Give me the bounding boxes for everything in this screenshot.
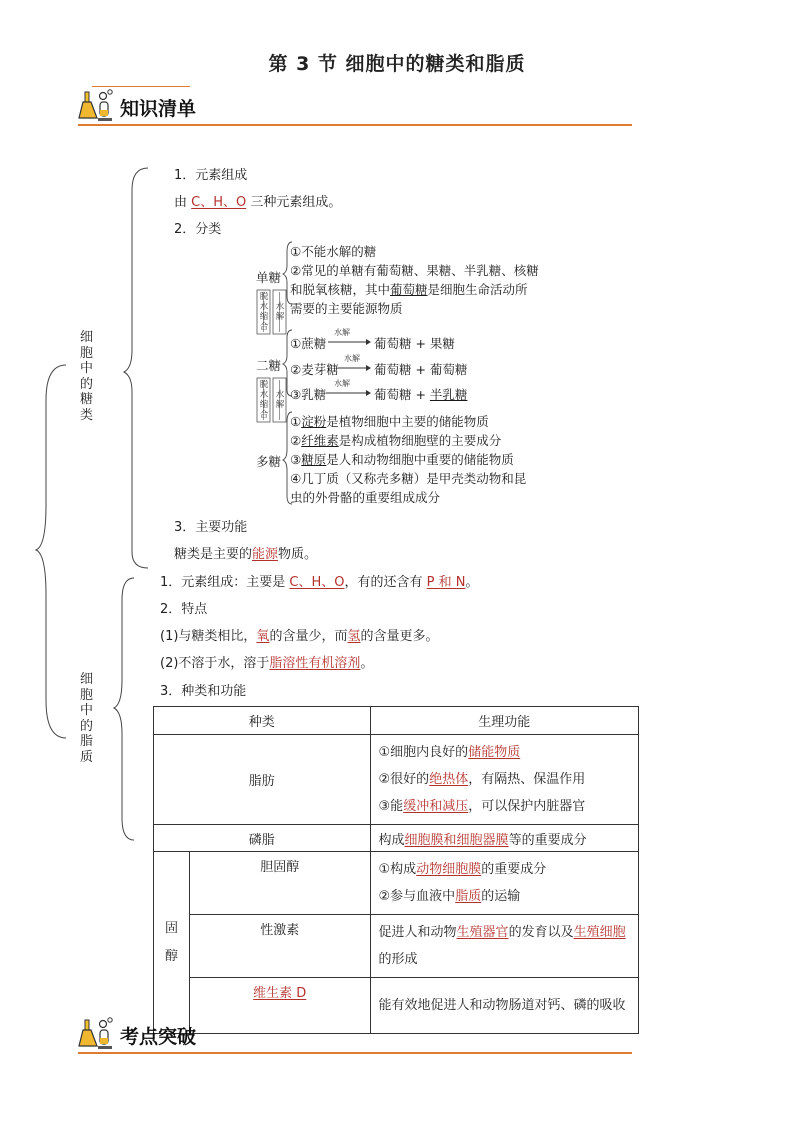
section-title-knowledge: 知识清单 (120, 98, 197, 120)
table-cell-vitamin-d-function: 能有效地促进人和动物肠道对钙、磷的吸收 (370, 978, 638, 1034)
diagram-arrow-label-2: 水解 (344, 354, 360, 363)
table-cell-cholesterol: 胆固醇 (189, 852, 370, 915)
diagram-di-label: 二糖 (256, 358, 282, 373)
diagram-di-1-right: 葡萄糖 + 果糖 (374, 336, 455, 351)
lab-flask-icon (78, 88, 120, 124)
header-top-rule (92, 86, 190, 87)
table-cell-sex-hormone-function: 促进人和动物生殖器官的发育以及生殖细胞的形成 (370, 915, 638, 978)
diagram-di-1-left: ①蔗糖 (290, 336, 327, 351)
sugar-heading-classification: 2．分类 (174, 222, 222, 237)
diagram-poly-2: ②纤维素是构成植物细胞壁的主要成分 (290, 433, 502, 448)
diagram-poly-label: 多糖 (256, 454, 282, 469)
table-cell-sex-hormone: 性激素 (189, 915, 370, 978)
diagram-mono-2c: 需要的主要能源物质 (290, 301, 403, 316)
table-cell-sterol: 固醇 (154, 852, 190, 1034)
sugar-heading-composition: 1．元素组成 (174, 168, 248, 183)
table-row (154, 852, 639, 915)
diagram-di-3-right: 葡萄糖 + 半乳糖 (374, 387, 468, 402)
lipid-types-table (153, 706, 639, 1034)
lipid-feature-1: (1)与糖类相比，氧的含量少，而氢的含量更多。 (160, 629, 439, 644)
diagram-poly-1: ①淀粉是植物细胞中主要的储能物质 (290, 414, 489, 429)
table-header-row (154, 707, 639, 735)
table-cell-vitamin-d: 维生素 D (189, 978, 370, 1034)
diagram-mono-2b: 和脱氧核糖，其中葡萄糖是细胞生命活动所 (290, 282, 528, 297)
outline-braces (30, 160, 170, 850)
table-cell-phospholipid-function: 构成细胞膜和细胞器膜等的重要成分 (370, 825, 638, 852)
diagram-di-2-left: ②麦芽糖 (290, 362, 339, 377)
table-row (154, 735, 639, 825)
section-header-knowledge (78, 88, 632, 128)
sugar-classification-diagram (254, 238, 554, 514)
lipid-heading-features: 2．特点 (160, 602, 208, 617)
outline-label-sugar: 细胞中的糖类 (79, 330, 93, 423)
lipid-feature-2: (2)不溶于水，溶于脂溶性有机溶剂。 (160, 656, 374, 671)
diagram-mono-label: 单糖 (256, 270, 282, 285)
diagram-poly-3: ③糖原是人和动物细胞中重要的储能物质 (290, 452, 514, 467)
diagram-poly-4a: ④几丁质（又称壳多糖）是甲壳类动物和昆 (290, 471, 527, 486)
table-row (154, 825, 639, 852)
diagram-di-3-left: ③乳糖 (290, 387, 327, 402)
outline-label-lipid: 细胞中的脂质 (79, 672, 93, 765)
diagram-side-hydrolysis: 水解 (275, 302, 285, 322)
section-header-breakthrough (78, 1016, 632, 1056)
diagram-side-hydrolysis-2: 水解 (275, 390, 285, 410)
diagram-side-dehydration-2: 脱水缩合 (259, 380, 269, 420)
diagram-poly-4b: 虫的外骨骼的重要组成成分 (290, 490, 441, 505)
diagram-mono-2a: ②常见的单糖有葡萄糖、果糖、半乳糖、核糖 (290, 263, 539, 278)
table-cell-fat: 脂肪 (154, 735, 371, 825)
diagram-arrow-label-1: 水解 (334, 328, 350, 337)
diagram-arrow-label-3: 水解 (334, 379, 350, 388)
lab-flask-icon (78, 1016, 120, 1052)
section-title-breakthrough: 考点突破 (120, 1026, 197, 1048)
diagram-di-2-right: 葡萄糖 + 葡萄糖 (374, 362, 468, 377)
lipid-heading-types: 3．种类和功能 (160, 684, 247, 699)
table-header-function: 生理功能 (370, 707, 638, 735)
lipid-composition-line: 1．元素组成：主要是 C、H、O，有的还含有 P 和 N。 (160, 575, 479, 590)
diagram-mono-1: ①不能水解的糖 (290, 244, 377, 259)
table-cell-cholesterol-function: ①构成动物细胞膜的重要成分 ②参与血液中脂质的运输 (370, 852, 638, 915)
table-header-type: 种类 (154, 707, 371, 735)
table-cell-fat-function: ①细胞内良好的储能物质 ②很好的绝热体，有隔热、保温作用 ③能缓冲和减压，可以保护内脏器官 (370, 735, 638, 825)
header-bottom-rule (78, 1052, 632, 1054)
sugar-composition-line: 由 C、H、O 三种元素组成。 (174, 195, 342, 210)
header-bottom-rule (78, 124, 632, 126)
sugar-heading-function: 3．主要功能 (174, 520, 248, 535)
sugar-function-line: 糖类是主要的能源物质。 (174, 547, 318, 562)
table-cell-phospholipid: 磷脂 (154, 825, 371, 852)
diagram-side-dehydration: 脱水缩合 (259, 292, 269, 332)
page-title: 第 3 节 细胞中的糖类和脂质 (268, 53, 526, 75)
table-row (154, 915, 639, 978)
